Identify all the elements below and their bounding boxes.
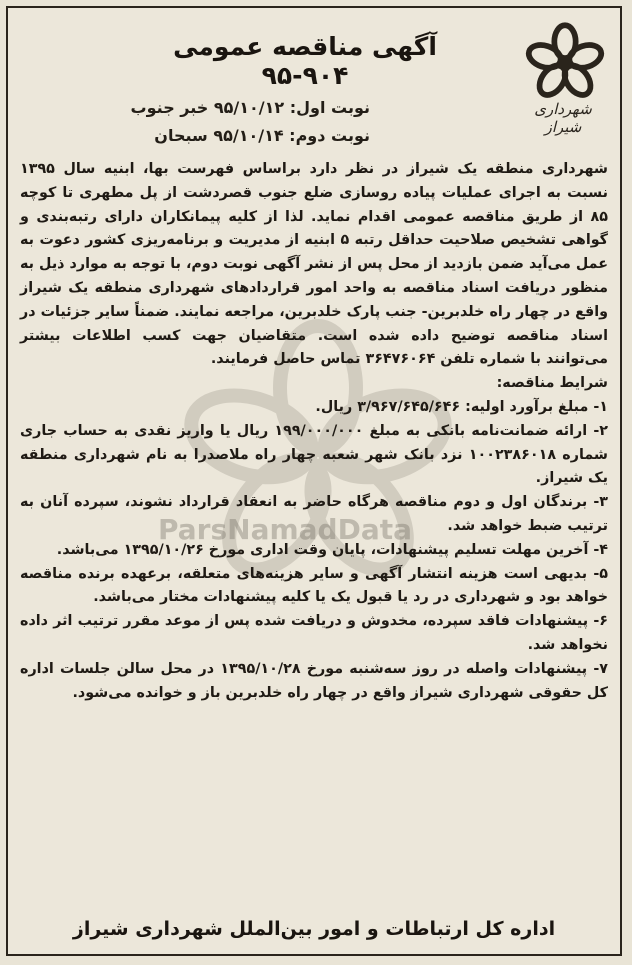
notice-intro: شهرداری منطقه یک شیراز در نظر دارد براساس فهرست بها، ابنیه سال ۱۳۹۵ نسبت به اجرای عملیات پیاده روسازی ضلع جنوب قصردشت از پل مطهری تا کوچه ۸۵ از طریق مناقصه عمومی اقدام نماید. لذا از کلیه پیمانکاران دارای رتبه‌بندی و گواهی تشخیص صلاحیت حداقل رتبه ۵ ابنیه از مدیریت و برنامه‌ریزی کشور دعوت به عمل می‌آید ضمن بازدید از محل پس از نشر آگهی نوبت دوم، با توجه به موارد ذیل به منظور دریافت اسناد مناقصه به واحد امور قراردادهای شهرداری منطقه یک شیراز واقع در چهار راه خلدبرین- جنب پارک خلدبرین، مراجعه نمایند. ضمناً سایر جزئیات در اسناد مناقصه توضیح داده شده است. متقاضیان جهت کسب اطلاعات بیشتر می‌توانند با شماره تلفن ۳۶۴۷۶۰۶۴ تماس حاصل فرمایند. (20, 161, 609, 368)
condition-item: ۷- پیشنهادات واصله در روز سه‌شنبه مورخ ۱۳۹۵/۱۰/۲۸ در محل سالن جلسات اداره کل حقوقی شهرداری شیراز واقع در چهار راه خلدبرین باز و خوانده می‌شود. (20, 660, 609, 701)
flower-emblem-icon (524, 22, 606, 104)
conditions-title: شرایط مناقصه: (496, 375, 608, 392)
notice-header (8, 8, 620, 158)
condition-item: ۴- آخرین مهلت تسلیم پیشنهادات، پایان وقت اداری مورخ ۱۳۹۵/۱۰/۲۶ می‌باشد. (56, 541, 608, 558)
notice-frame (6, 6, 622, 956)
publication-round-second: نوبت دوم: ۹۵/۱۰/۱۴ سبحان (154, 126, 370, 145)
logo-caption: شهرداری شیراز (534, 100, 592, 136)
condition-item: ۲- ارائه ضمانت‌نامه بانکی به مبلغ ۱۹۹/۰۰۰/۰۰۰ ریال یا واریز نقدی به حساب جاری شماره ۱۰۰۲۳۸۶۰۱۸ نزد بانک شهر شعبه چهار راه ملاصدرا به نام شهرداری منطقه یک شیراز. (20, 422, 608, 487)
condition-item: ۱- مبلغ برآورد اولیه: ۳/۹۶۷/۶۴۵/۶۴۶ ریال. (315, 398, 608, 415)
notice-title: آگهی مناقصه عمومی ۹۰۴-۹۵ (173, 32, 437, 90)
watermark-text: ParsNamadData (158, 513, 412, 546)
issuer-footer: اداره کل ارتباطات و امور بین‌الملل شهرداری شیراز (72, 918, 556, 940)
publication-round-first: نوبت اول: ۹۵/۱۰/۱۲ خبر جنوب (130, 98, 370, 117)
notice-body (20, 158, 608, 705)
condition-item: ۶- پیشنهادات فاقد سپرده، مخدوش و دریافت شده پس از موعد مقرر ترتیب اثر داده نخواهد شد. (20, 613, 608, 653)
condition-item: ۳- برندگان اول و دوم مناقصه هرگاه حاضر به انعقاد قرارداد نشوند، سپرده آنان به ترتیب ضبط خواهد شد. (20, 494, 608, 534)
condition-item: ۵- بدیهی است هزینه انتشار آگهی و سایر هزینه‌های متعلقه، برعهده برنده مناقصه خواهد بود و شهرداری در رد یا قبول یک یا کلیه پیشنهادات مختار می‌باشد. (20, 565, 608, 606)
